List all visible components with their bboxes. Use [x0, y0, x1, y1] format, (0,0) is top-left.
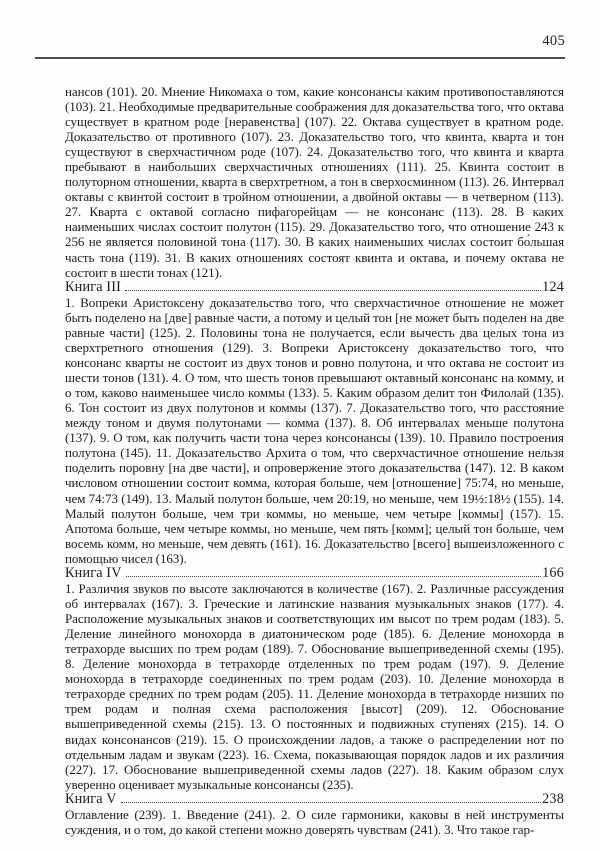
dotted-leader	[125, 290, 541, 291]
dotted-leader	[126, 576, 541, 577]
book-4-contents-paragraph: 1. Различия звуков по высоте заключаются в количестве (167). 2. Различные рассуждения об интервалах (167). 3. Греческие и латинские названия музыкальных знаков (177). 4. Расположение музыкальных знаков и соответствующих им высот по трем родам (183). 5. Деление линейного монохорда в диатоническом роде (185). 6. Деление монохорда в тетрахорде высших по трем родам (189). 7. Обоснование вышеприведенной схемы (195). 8. Деление монохорда в тетрахорде отделенных по трем родам (197). 9. Деление монохорда в тетрахорде соединенных по трем родам (203). 10. Деление монохорда в тетрахорде средних по трем родам (205). 11. Деление монохорда в тетрахорде низших по трем родам и полная схема расположения [высот] (209). 12. Обоснование вышеприведенной схемы (215). 13. О постоянных и подвижных ступенях (215). 14. О видах консонансов (219). 15. О происхождении ладов, а также о распределении нот по отдельным ладам и звукам (223). 16. Схема, показывающая порядок ладов и их различия (227). 17. Обоснование вышеприведенной схемы ладов (227). 18. Каким образом слух уверенно оценивает музыкальные консонансы (235).	[65, 581, 564, 792]
book-4-title: Книга IV	[65, 564, 122, 581]
page-number: 405	[542, 33, 565, 49]
toc-continuation-paragraph: нансов (101). 20. Мнение Никомаха о том, какие консонансы каким противопоставляются (103). 21. Необходимые предварительные соображения для доказательства того, что октава существует в кратном роде [неравенства] (107). 22. Октава существует в кратном роде. Доказательство от противного (107). 23. Доказательство того, что квинта, кварта и тон существуют в сверхчастичном роде (107). 24. Доказательство того, что квинта и кварта пребывают в наибольших сверхчастичных отношениях (111). 25. Квинта состоит в полуторном отношении, кварта в сверхтретном, а тон в сверхосминном (113). 26. Интервал октавы с квинтой состоит в тройном отношении, а двойной октавы — в четверном (113). 27. Кварта с октавой согласно пифагорейцам — не консонанс (113). 28. В каких наименьших числах состоит полутон (115). 29. Доказательство того, что отношение 243 к 256 не является половиной тона (117). 30. В каких наименьших числах состоит бо́льшая часть тона (119). 31. В каких отношениях состоят квинта и октава, и почему октава не состоит в шести тонах (121).	[65, 84, 564, 280]
book-5-page-ref: 238	[542, 790, 564, 807]
toc-heading-book-4	[65, 566, 564, 581]
book-3-title: Книга III	[65, 278, 122, 295]
dotted-leader	[121, 802, 541, 803]
book-5-contents-paragraph: Оглавление (239). 1. Введение (241). 2. О силе гармоники, каковы в ней инструменты суждения, и о том, до какой степени можно доверять чувствам (241). 3. Что такое гар-	[65, 807, 564, 838]
book-4-page-ref: 166	[542, 564, 564, 581]
book-3-contents-paragraph: 1. Вопреки Аристоксену доказательство того, что сверхчастичное отношение не может быть поделено на [две] равные части, а потому и целый тон [не может быть поделен на две равные части] (125). 2. Половины тона не получается, если вычесть два целых тона из сверхтретного отношения (129). 3. Вопреки Аристоксену доказательство того, что консонанс кварты не состоит из двух тонов и ровно полутона, и что октава не состоит из шести тонов (131). 4. О том, что шесть тонов превышают октавный консонанс на комму, и о том, каково наименьшее число коммы (133). 5. Каким образом делит тон Филолай (135). 6. Тон состоит из двух полутонов и коммы (137). 7. Доказательство того, что расстояние между тоном и двумя полутонами — комма (137). 8. Об интервалах меньше полутона (137). 9. О том, как получить части тона через консонансы (139). 10. Правило построения полутона (145). 11. Доказательство Архита о том, что сверхчастичное отношение нельзя поделить поровну [на две части], и опровержение этого доказательства (147). 12. В каком числовом отношении состоит комма, которая больше, чем [отношение] 75:74, но меньше, чем 74:73 (149). 13. Малый полутон больше, чем 20:19, но меньше, чем 19½:18½ (155). 14. Малый полутон больше, чем три коммы, но меньше, чем четыре [коммы] (157). 15. Апотома больше, чем четыре коммы, но меньше, чем пять [комм]; целый тон больше, чем восемь комм, но меньше, чем девять (161). 16. Доказательство [всего] вышеизложенного с помощью чисел (163).	[65, 294, 564, 566]
table-of-contents	[65, 84, 564, 837]
book-3-page-ref: 124	[542, 278, 564, 295]
header-rule	[35, 57, 565, 59]
toc-heading-book-5	[65, 792, 564, 807]
book-5-title: Книга V	[65, 790, 117, 807]
toc-heading-book-3	[65, 280, 564, 295]
